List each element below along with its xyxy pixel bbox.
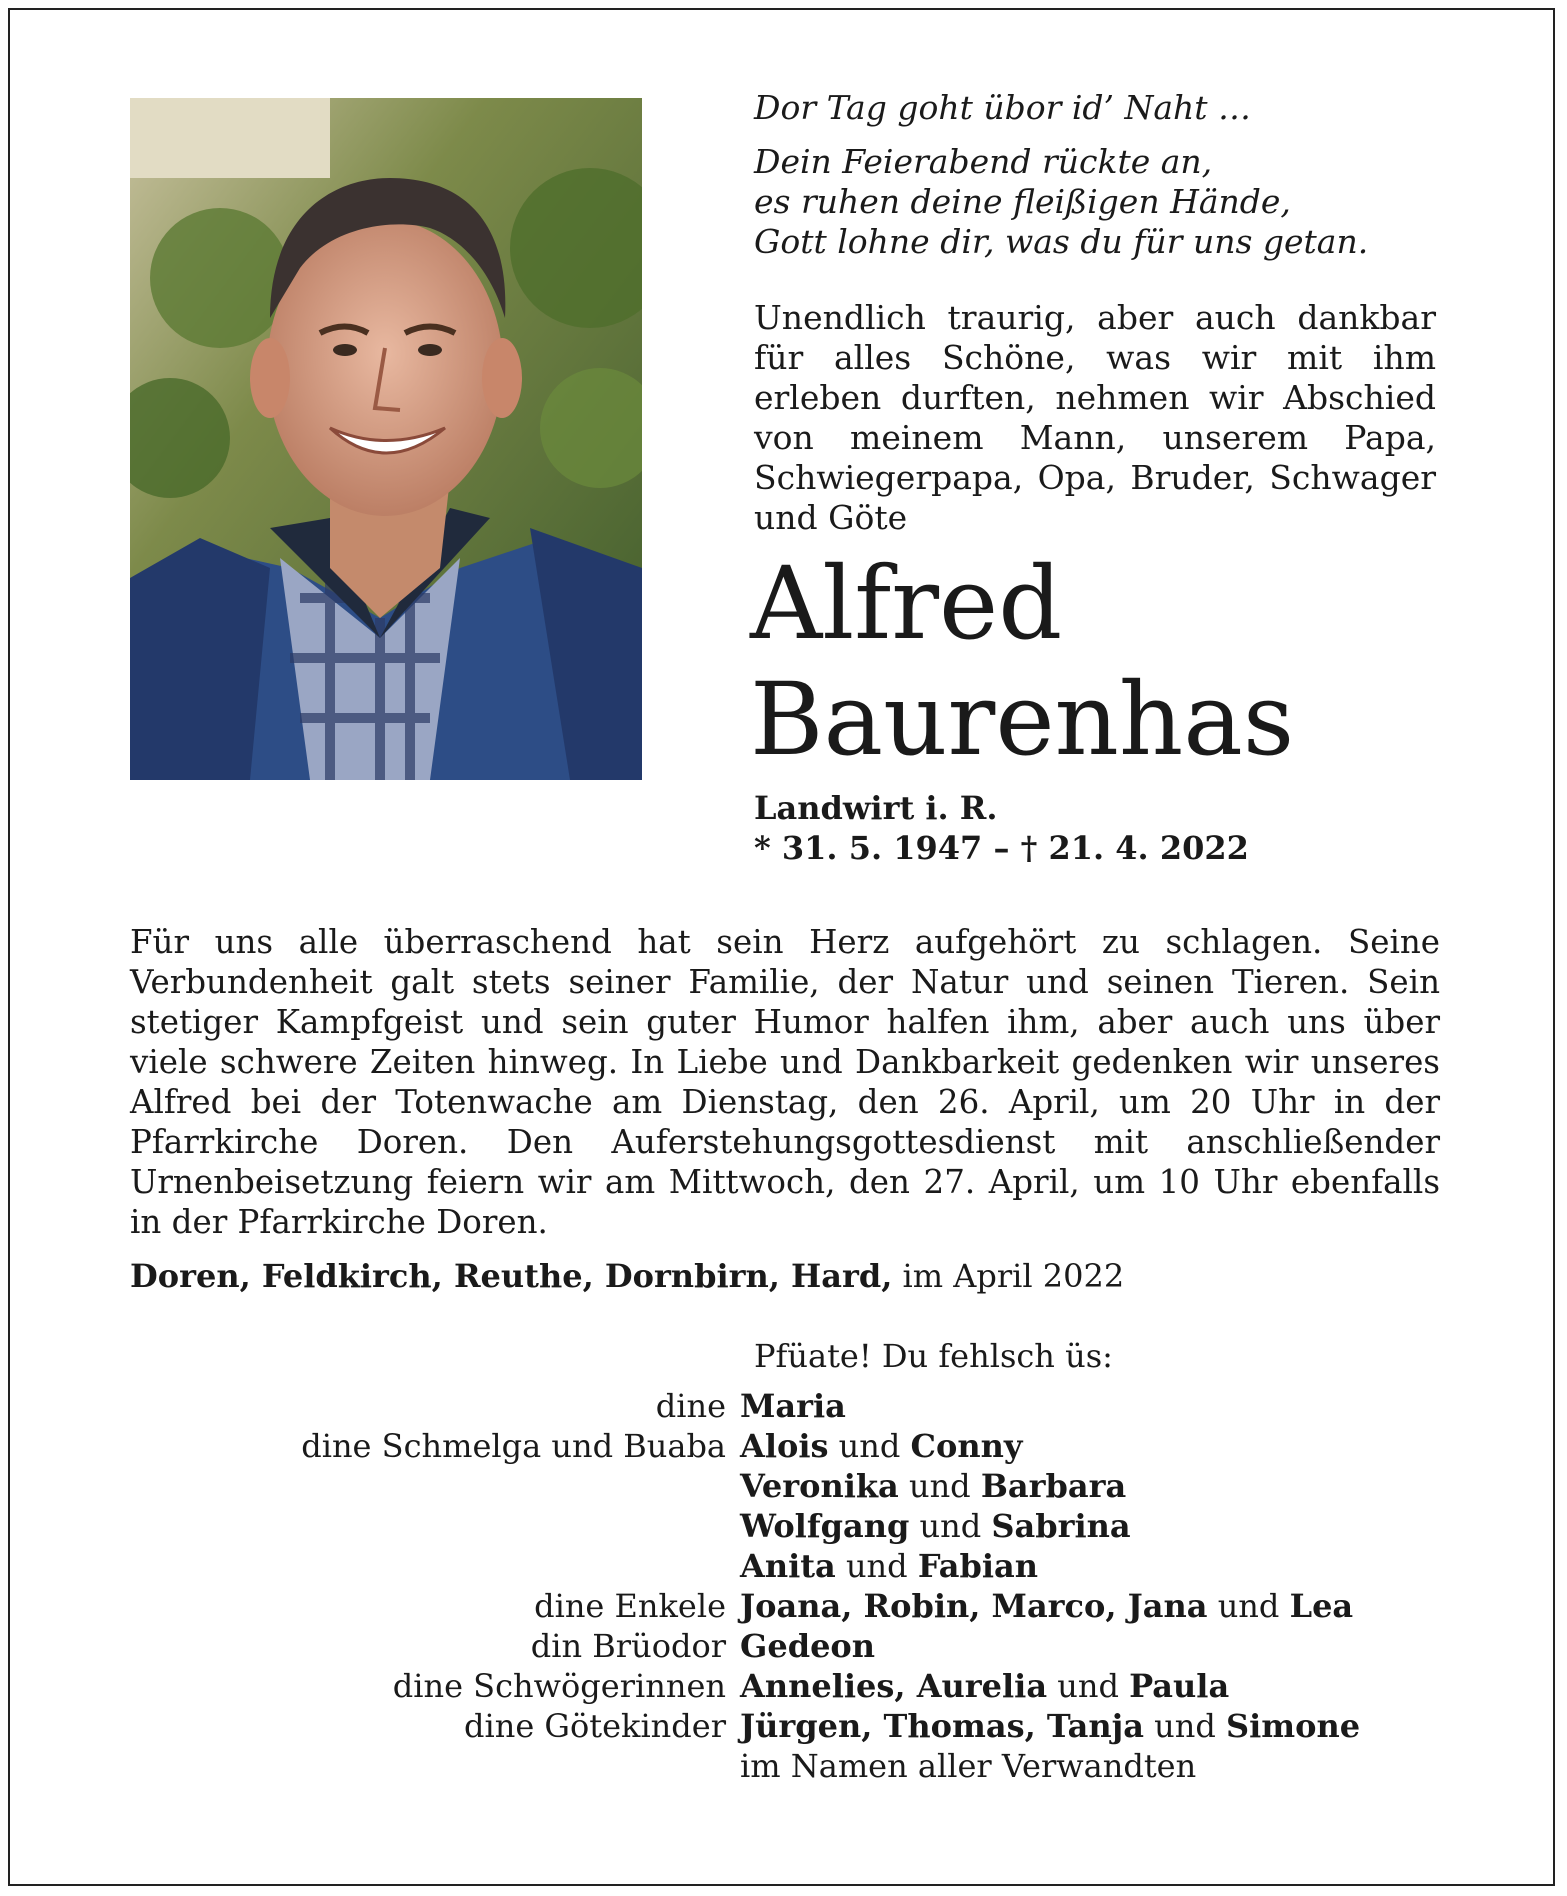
conjunction: und bbox=[919, 1507, 982, 1545]
family-list bbox=[130, 1386, 1460, 1786]
family-names: Lea bbox=[1289, 1587, 1354, 1625]
poem-line: Dein Feierabend rückte an, bbox=[754, 142, 1213, 181]
family-row bbox=[130, 1386, 1460, 1426]
family-row bbox=[130, 1546, 1460, 1586]
closing-line: im Namen aller Verwandten bbox=[740, 1747, 1197, 1785]
header-text-column bbox=[750, 88, 1436, 868]
family-row bbox=[130, 1426, 1460, 1466]
family-names: Annelies, Aurelia bbox=[740, 1667, 1048, 1705]
obituary-body: Für uns alle überraschend hat sein Herz aufgehört zu schlagen. Seine Verbundenheit galt stets seiner Familie, der Natur und seinen Tieren. Sein stetiger Kampfgeist und sein guter Humor halfen ihm, aber auch uns über viele schwere Zeiten hinweg. In Liebe und Dankbarkeit gedenken wir unseres Alfred bei der Totenwache am Dienstag, den 26. April, um 20 Uhr in der Pfarrkirche Doren. Den Auferstehungsgottesdienst mit anschließender Urnenbeisetzung feiern wir am Mittwoch, den 27. April, um 10 Uhr ebenfalls in der Pfarrkirche Doren. bbox=[130, 923, 1440, 1241]
relation-label bbox=[130, 1746, 740, 1786]
family-names: Sabrina bbox=[991, 1507, 1131, 1545]
first-name: Alfred bbox=[750, 545, 1063, 662]
family-names: Conny bbox=[910, 1427, 1023, 1465]
family-names: Wolfgang bbox=[740, 1507, 910, 1545]
relation-label: dine Götekinder bbox=[463, 1707, 726, 1745]
family-names: Fabian bbox=[917, 1547, 1039, 1585]
family-row bbox=[130, 1706, 1460, 1746]
poem bbox=[754, 142, 1436, 262]
family-row bbox=[130, 1666, 1460, 1706]
poem-line: Gott lohne dir, was du für uns getan. bbox=[754, 222, 1369, 261]
family-row bbox=[130, 1626, 1460, 1666]
conjunction: und bbox=[1217, 1587, 1280, 1625]
family-names: Joana, Robin, Marco, Jana bbox=[740, 1587, 1208, 1625]
conjunction: und bbox=[908, 1467, 971, 1505]
family-names: Alois bbox=[740, 1427, 829, 1465]
relation-label bbox=[130, 1466, 740, 1506]
family-names: Gedeon bbox=[740, 1627, 876, 1665]
last-name: Baurenhas bbox=[750, 661, 1295, 778]
relation-label: din Brüodor bbox=[530, 1627, 726, 1665]
family-names: Simone bbox=[1225, 1707, 1361, 1745]
places-line bbox=[130, 1256, 1124, 1296]
portrait-photo bbox=[130, 98, 642, 780]
poem-line: es ruhen deine fleißigen Hände, bbox=[754, 182, 1291, 221]
conjunction: und bbox=[845, 1547, 908, 1585]
conjunction: und bbox=[838, 1427, 901, 1465]
intro-paragraph: Unendlich traurig, aber auch dankbar für alles Schöne, was wir mit ihm erleben durften, nehmen wir Abschied von meinem Mann, unserem Papa, Schwiegerpapa, Opa, Bruder, Schwager und Göte bbox=[754, 298, 1436, 537]
family-row bbox=[130, 1466, 1460, 1506]
family-names: Jürgen, Thomas, Tanja bbox=[740, 1707, 1144, 1745]
dialect-motto: Dor Tag goht übor id’ Naht … bbox=[754, 88, 1252, 127]
farewell-line: Pfüate! Du fehlsch üs: bbox=[754, 1337, 1113, 1375]
deceased-name bbox=[750, 546, 1436, 778]
family-row bbox=[130, 1586, 1460, 1626]
relation-label: dine Schmelga und Buaba bbox=[301, 1427, 726, 1465]
family-names: Maria bbox=[740, 1387, 846, 1425]
occupation: Landwirt i. R. bbox=[754, 789, 998, 827]
conjunction: und bbox=[1057, 1667, 1119, 1705]
relation-label: dine Enkele bbox=[534, 1587, 726, 1625]
family-row bbox=[130, 1506, 1460, 1546]
life-dates: * 31. 5. 1947 – † 21. 4. 2022 bbox=[754, 829, 1249, 867]
family-names: Paula bbox=[1129, 1667, 1230, 1705]
family-names: Veronika bbox=[740, 1467, 899, 1505]
relation-label: dine bbox=[655, 1387, 726, 1425]
conjunction: und bbox=[1154, 1707, 1216, 1745]
family-row bbox=[130, 1746, 1460, 1786]
relation-label bbox=[130, 1546, 740, 1586]
portrait-illustration bbox=[130, 98, 642, 780]
family-names: Barbara bbox=[980, 1467, 1127, 1505]
family-names: Anita bbox=[740, 1547, 836, 1585]
relation-label: dine Schwögerinnen bbox=[392, 1667, 726, 1705]
towns: Doren, Feldkirch, Reuthe, Dornbirn, Hard, bbox=[130, 1257, 893, 1295]
relation-label bbox=[130, 1506, 740, 1546]
place-date: im April 2022 bbox=[902, 1257, 1125, 1295]
